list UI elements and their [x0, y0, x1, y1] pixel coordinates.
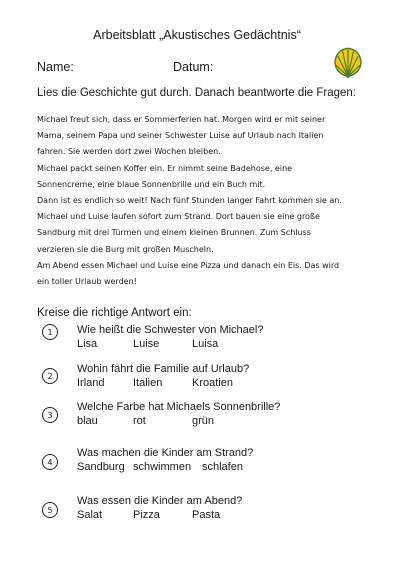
answer-option[interactable]: Irland	[77, 377, 105, 389]
answer-option[interactable]: blau	[77, 415, 98, 427]
answer-option[interactable]: schwimmen	[133, 461, 192, 473]
question-text: Was machen die Kinder am Strand?	[77, 447, 254, 459]
question-number-circle: 5	[42, 502, 58, 518]
story-line: Sonnencreme, eine blaue Sonnenbrille und ein Buch mit.	[37, 179, 266, 189]
question-4	[42, 447, 372, 479]
question-1	[42, 324, 372, 356]
story-line: fahren. Sie werden dort zwei Wochen bleiben.	[37, 147, 221, 157]
answer-option[interactable]: Italien	[133, 377, 163, 389]
answer-option[interactable]: Sandburg	[77, 461, 125, 473]
worksheet-title: Arbeitsblatt „Akustisches Gedächtnis“	[93, 28, 301, 42]
question-text: Wohin fährt die Familie auf Urlaub?	[77, 363, 250, 375]
date-label: Datum:	[173, 60, 214, 74]
question-text: Wie heißt die Schwester von Michael?	[77, 324, 264, 336]
task-instruction: Kreise die richtige Antwort ein:	[37, 307, 192, 319]
story-line: Am Abend essen Michael und Luise eine Pizza und danach ein Eis. Das wird	[37, 260, 340, 270]
story-line: verzieren sie die Burg mit großen Muscheln.	[37, 244, 214, 254]
answer-option[interactable]: schlafen	[202, 461, 243, 473]
answer-option[interactable]: grün	[192, 415, 215, 427]
story-line: Michael und Luise laufen sofort zum Strand. Dort bauen sie eine große	[37, 212, 320, 222]
story-line: Michael packt seinen Koffer ein. Er nimmt seine Badehose, eine	[37, 163, 293, 173]
seashell-icon	[330, 44, 366, 80]
answer-option[interactable]: Lisa	[77, 338, 98, 350]
answer-option[interactable]: Pasta	[192, 509, 221, 521]
story-line: Sandburg mit drei Türmen und einem kleinen Brunnen. Zum Schluss	[37, 228, 311, 238]
story-line: Michael freut sich, dass er Sommerferien hat. Morgen wird er mit seiner	[37, 115, 326, 124]
question-number-circle: 2	[42, 368, 58, 384]
answer-option[interactable]: rot	[133, 415, 146, 427]
question-number-circle: 3	[42, 407, 58, 423]
question-3	[42, 401, 372, 433]
story-line: Mama, seinem Papa und seiner Schwester Luise auf Urlaub nach Italien	[37, 131, 324, 141]
answer-option[interactable]: Kroatien	[192, 377, 233, 389]
instruction-text: Lies die Geschichte gut durch. Danach beantworte die Fragen:	[37, 87, 356, 99]
question-number-circle: 4	[42, 454, 58, 470]
answer-option[interactable]: Pizza	[133, 509, 160, 521]
answer-option[interactable]: Luise	[133, 338, 160, 350]
answer-option[interactable]: Luisa	[192, 338, 219, 350]
story-text	[37, 112, 367, 290]
story-line: ein toller Urlaub werden!	[37, 277, 137, 287]
story-line: Dann ist es endlich so weit! Nach fünf Stunden langer Fahrt kommen sie an.	[37, 196, 342, 206]
name-label: Name:	[37, 60, 74, 74]
question-text: Was essen die Kinder am Abend?	[77, 495, 243, 507]
question-text: Welche Farbe hat Michaels Sonnenbrille?	[77, 401, 281, 413]
question-2	[42, 363, 372, 395]
question-5	[42, 495, 372, 527]
answer-option[interactable]: Salat	[77, 509, 103, 521]
question-number-circle: 1	[42, 324, 58, 340]
